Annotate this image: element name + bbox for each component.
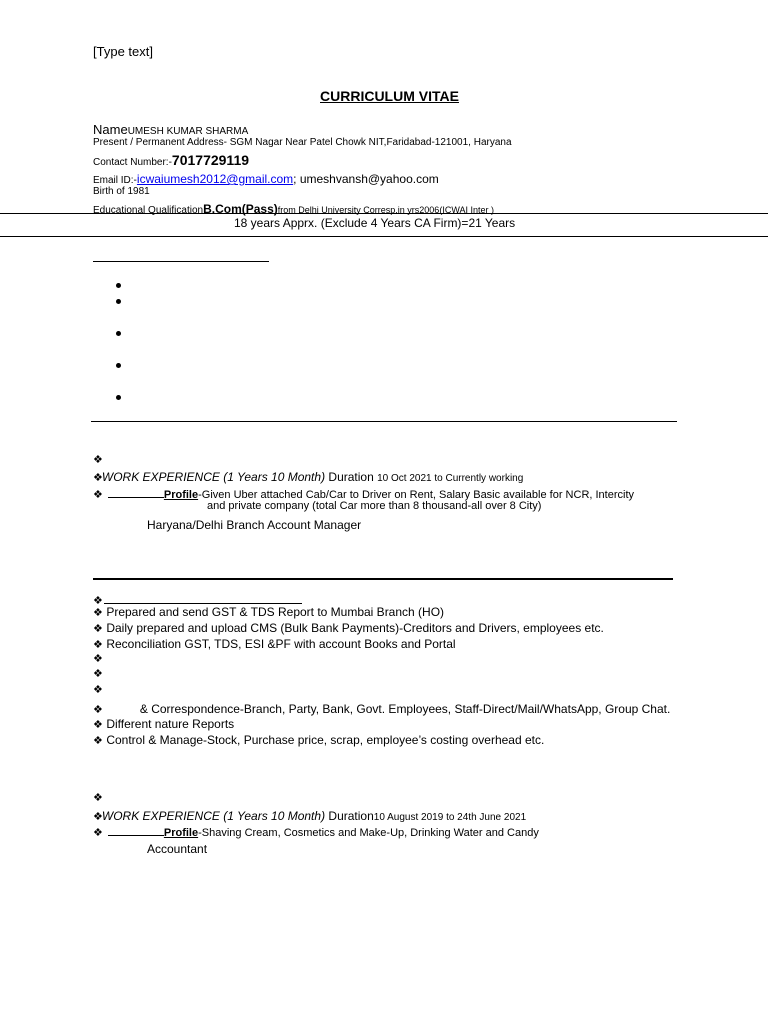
divider-line [0, 236, 768, 237]
blank-underline [108, 487, 164, 498]
divider-line [91, 421, 677, 422]
diamond-bullet-icon: ❖ [93, 607, 102, 619]
edu-detail: from Delhi University Corresp.in yrs2006(ICWAI Inter ) [277, 205, 494, 215]
edu-degree: B.Com(Pass) [203, 202, 278, 216]
job2-duration-label: Duration [325, 809, 374, 823]
contact-label: Contact Number:- [93, 157, 172, 168]
job1-title-line [93, 468, 523, 486]
bullet-dot [116, 395, 121, 400]
email-secondary: ; umeshvansh@yahoo.com [293, 172, 439, 186]
job2-duration-value: 10 August 2019 to 24th June 2021 [373, 812, 527, 823]
job1-title: WORK EXPERIENCE (1 Years 10 Month) [101, 470, 326, 484]
diamond-bullet-icon: ❖ [93, 623, 102, 635]
bullet-dot [116, 283, 121, 288]
resp-text: & Correspondence-Branch, Party, Bank, Govt. Employees, Staff-Direct/Mail/WhatsApp, Group Chat. [139, 702, 671, 716]
divider-line [0, 213, 768, 214]
diamond-bullet-icon: ❖ [93, 684, 102, 696]
diamond-bullet-icon: ❖ [93, 827, 102, 839]
job1-profile-text-cont: and private company (total Car more than 8 thousand-all over 8 City) [207, 500, 542, 512]
bullet-dot [116, 331, 121, 336]
job1-duration-label: Duration [325, 470, 378, 484]
diamond-bullet-icon: ❖ [93, 704, 102, 716]
heading-underline [93, 261, 269, 262]
diamond-bullet-icon: ❖ [93, 735, 102, 747]
name-value: UMESH KUMAR SHARMA [127, 126, 249, 137]
resp-text: Prepared and send GST & TDS Report to Mumbai Branch (HO) [106, 605, 445, 619]
job1-profile-label: Profile [163, 489, 199, 501]
resp-text: Different nature Reports [106, 717, 235, 731]
diamond-bullet-icon: ❖ [93, 719, 102, 731]
name-label: Name [93, 122, 128, 137]
divider-line [93, 578, 673, 580]
diamond-bullet-icon: ❖ [93, 811, 102, 823]
experience-total: 18 years Apprx. (Exclude 4 Years CA Firm)=21 Years [234, 216, 516, 230]
diamond-bullet-icon: ❖ [93, 792, 102, 804]
job2-designation: Accountant [147, 842, 208, 856]
job1-designation: Haryana/Delhi Branch Account Manager [147, 518, 362, 532]
job2-profile-text: -Shaving Cream, Cosmetics and Make-Up, Drinking Water and Candy [198, 827, 539, 839]
resp-text: Reconciliation GST, TDS, ESI &PF with account Books and Portal [106, 637, 456, 651]
diamond-bullet-icon: ❖ [93, 595, 102, 607]
resp-text: Control & Manage-Stock, Purchase price, scrap, employee’s costing overhead etc. [106, 733, 545, 747]
birth-line: Birth of 1981 [93, 186, 150, 197]
job2-title: WORK EXPERIENCE (1 Years 10 Month) [101, 809, 326, 823]
bullet-dot [116, 363, 121, 368]
diamond-bullet-icon: ❖ [93, 639, 102, 651]
job2-profile-line [93, 823, 539, 841]
job2-profile-label: Profile [163, 827, 199, 839]
address-line: Present / Permanent Address- SGM Nagar Near Patel Chowk NIT,Faridabad-121001, Haryana [93, 137, 512, 148]
email-label: Email ID:- [93, 175, 137, 186]
resp-text: Daily prepared and upload CMS (Bulk Bank Payments)-Creditors and Drivers, employees etc. [106, 621, 604, 635]
contact-value: 7017729119 [171, 152, 250, 168]
bullet-dot [116, 299, 121, 304]
resp-item [93, 635, 456, 653]
resp-item [93, 731, 544, 749]
diamond-bullet-icon: ❖ [93, 653, 102, 665]
diamond-bullet-icon: ❖ [93, 489, 102, 501]
cv-title: CURRICULUM VITAE [320, 88, 459, 104]
email-primary-link[interactable]: icwaiumesh2012@gmail.com [136, 172, 294, 186]
diamond-bullet-icon: ❖ [93, 454, 102, 466]
blank-underline [108, 825, 164, 836]
diamond-bullet-icon: ❖ [93, 668, 102, 680]
edu-label: Educational Qualification [93, 205, 204, 216]
header-placeholder: [Type text] [93, 44, 153, 59]
contact-line [93, 152, 249, 170]
job1-profile-text: -Given Uber attached Cab/Car to Driver on Rent, Salary Basic available for NCR, Intercity [198, 489, 635, 501]
diamond-bullet-icon: ❖ [93, 472, 102, 484]
job1-duration-value: 10 Oct 2021 to Currently working [377, 473, 524, 484]
